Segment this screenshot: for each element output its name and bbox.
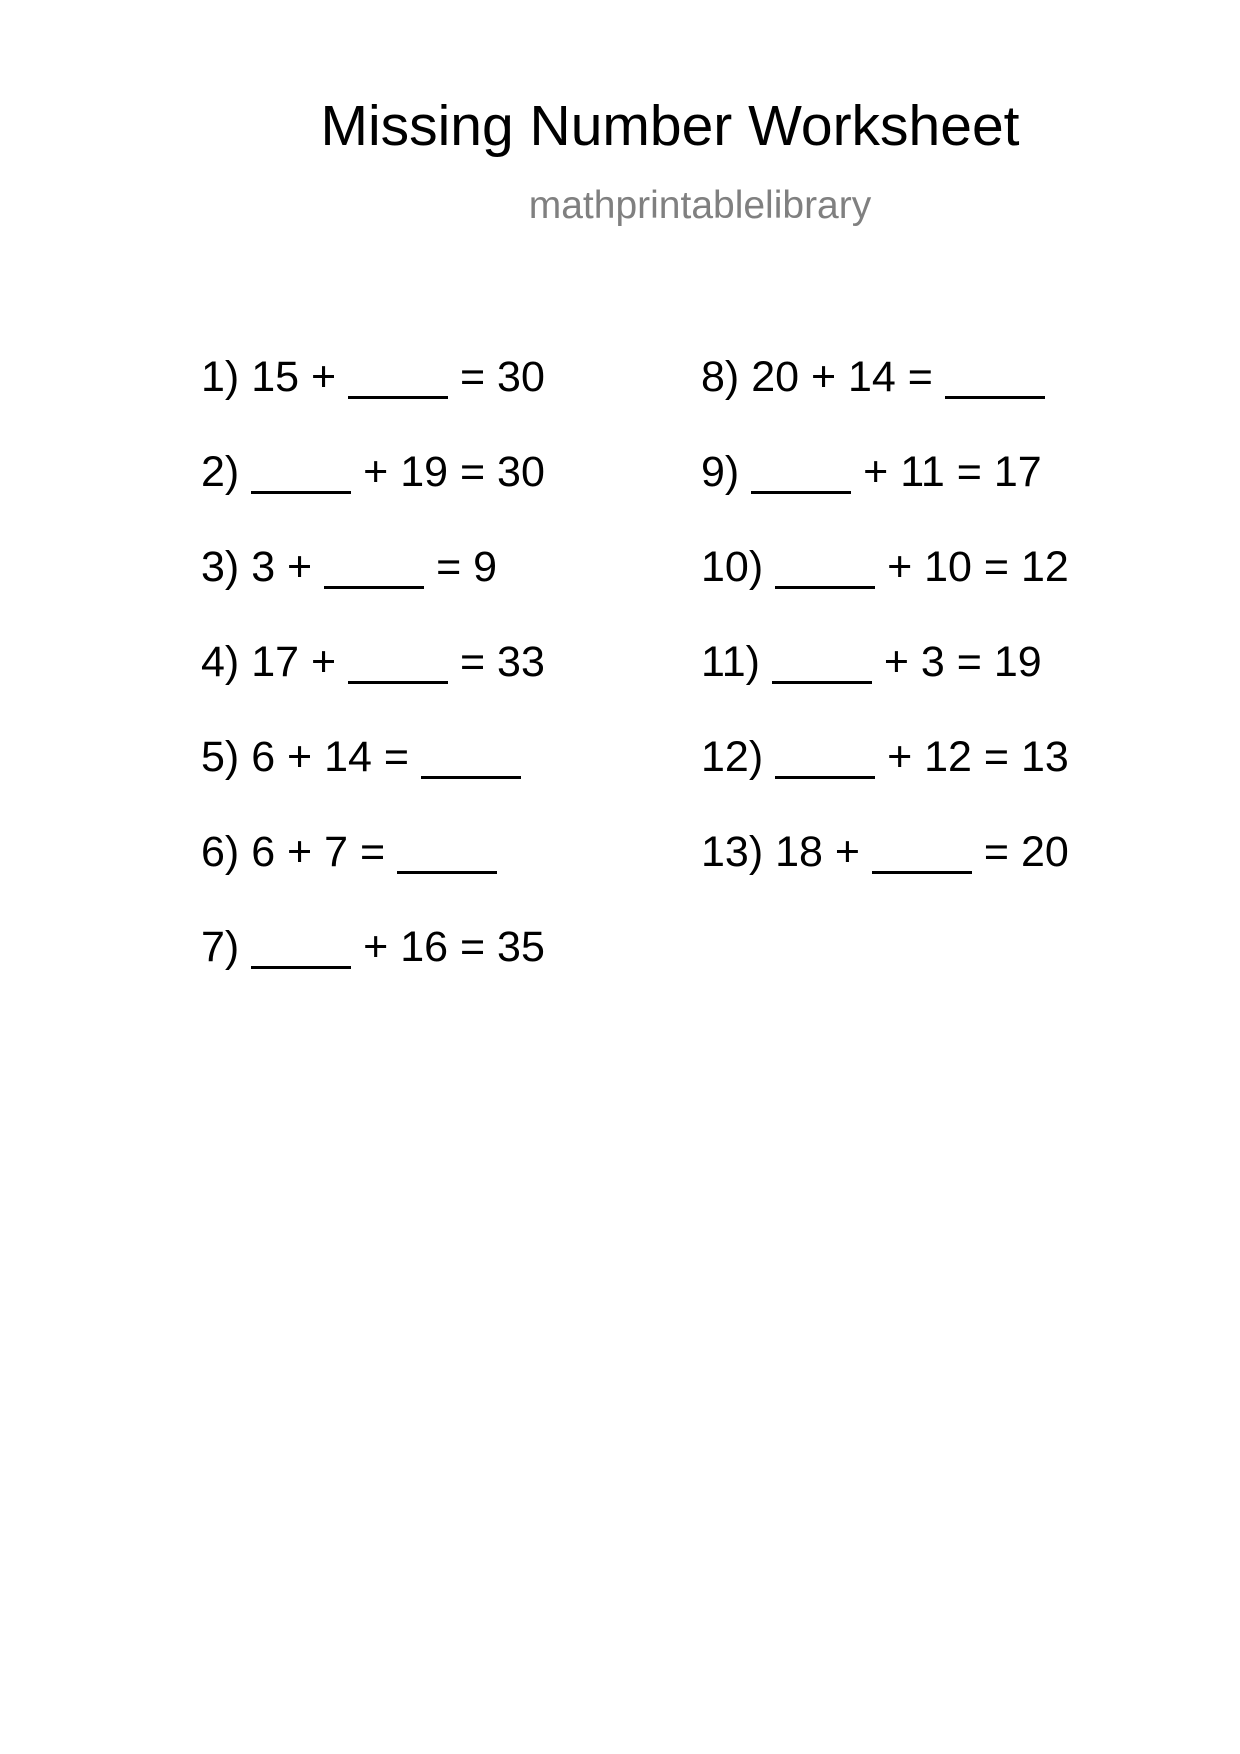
problem-item	[201, 447, 545, 542]
problem-number: 4)	[201, 638, 240, 686]
answer-blank[interactable]	[324, 546, 424, 589]
problem-number: 1)	[201, 353, 240, 401]
problem-item	[201, 542, 545, 637]
problem-item	[201, 637, 545, 732]
problem-item	[701, 352, 1069, 447]
equation-text: + 10 = 12	[887, 543, 1069, 591]
answer-blank[interactable]	[421, 736, 521, 779]
answer-blank[interactable]	[775, 736, 875, 779]
answer-blank[interactable]	[251, 451, 351, 494]
equation-text: 6 + 7 =	[251, 828, 386, 876]
equation-text: + 12 = 13	[887, 733, 1069, 781]
problem-item	[701, 732, 1069, 827]
answer-blank[interactable]	[751, 451, 851, 494]
equation-text: 20 + 14 =	[751, 353, 933, 401]
equation-text: 15 +	[251, 353, 337, 401]
equation-text: + 3 = 19	[883, 638, 1042, 686]
answer-blank[interactable]	[872, 831, 972, 874]
problem-number: 13)	[701, 828, 764, 876]
problem-number: 5)	[201, 733, 240, 781]
equation-text: = 33	[459, 638, 545, 686]
worksheet-title: Missing Number Worksheet	[320, 94, 1020, 158]
problem-item	[201, 827, 545, 922]
equation-text: = 20	[983, 828, 1069, 876]
answer-blank[interactable]	[251, 926, 351, 969]
worksheet-source: mathprintablelibrary	[528, 184, 872, 227]
equation-text: + 16 = 35	[363, 923, 545, 971]
problem-number: 7)	[201, 923, 240, 971]
problem-number: 2)	[201, 448, 240, 496]
problem-number: 12)	[701, 733, 764, 781]
problems-column-right	[701, 352, 1069, 922]
problem-item	[701, 542, 1069, 637]
problems-column-left	[201, 352, 545, 1017]
equation-text: 18 +	[775, 828, 860, 876]
answer-blank[interactable]	[772, 641, 872, 684]
answer-blank[interactable]	[775, 546, 875, 589]
equation-text: 6 + 14 =	[251, 733, 409, 781]
answer-blank[interactable]	[348, 641, 448, 684]
equation-text: 17 +	[251, 638, 337, 686]
equation-text: = 30	[459, 353, 545, 401]
answer-blank[interactable]	[348, 356, 448, 399]
equation-text: + 11 = 17	[863, 448, 1042, 496]
problem-number: 10)	[701, 543, 764, 591]
problem-item	[701, 827, 1069, 922]
problem-number: 3)	[201, 543, 240, 591]
problem-item	[201, 732, 545, 827]
equation-text: 3 +	[251, 543, 313, 591]
problem-item	[201, 352, 545, 447]
problem-number: 6)	[201, 828, 240, 876]
problem-number: 9)	[701, 448, 740, 496]
problem-item	[701, 637, 1069, 732]
answer-blank[interactable]	[397, 831, 497, 874]
problem-number: 8)	[701, 353, 740, 401]
problem-item	[701, 447, 1069, 542]
answer-blank[interactable]	[945, 356, 1045, 399]
equation-text: + 19 = 30	[363, 448, 545, 496]
problem-number: 11)	[701, 638, 760, 686]
problem-item	[201, 922, 545, 1017]
equation-text: = 9	[436, 543, 498, 591]
